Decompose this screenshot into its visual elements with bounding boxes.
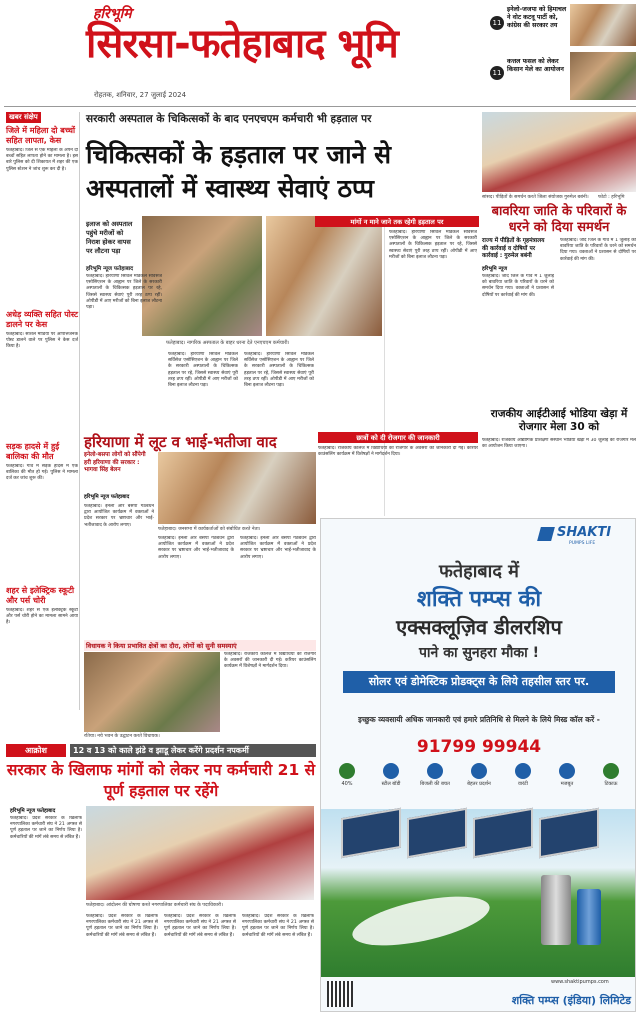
shakti-logo [539,525,627,549]
mla-photo [84,652,220,732]
haryana-photo-caption: फतेहाबाद। जनसभा में कार्यकर्ताओं को संबोधित करते नेता। [158,527,261,532]
ad-cta: इच्छुक व्यवसायी अधिक जानकारी एवं हमारे प्रतिनिधि से मिलने के लिये मिस्ड कॉल करें - [358,715,600,724]
news-brief-label: खबर संक्षेप [6,112,41,123]
bawariya-story [482,112,636,402]
strike-photo-caption: फतेहाबाद। आंदोलन की घोषणा करते नगरपालिका कर्मचारी संघ के पदाधिकारी। [86,903,223,908]
teaser-photo-1 [570,4,636,46]
strike-photo-caption: फतेहाबाद। नागरिक अस्पताल के बाहर धरना देते एनएचएम कर्मचारी। [166,340,290,346]
students-story [318,432,478,514]
strike-body-col2: फतेहाबाद। प्रदेश सरकार के खिलाफ नगरपालिका कर्मचारी संघ ने 21 अगस्त से पूर्ण हड़ताल पर जाने का निर्णय लिया है। कर्मचारियों की मांगें लंबे समय से लंबित हैं। [86,914,158,938]
strike-photo [86,806,314,900]
lead-kicker: सरकारी अस्पताल के चिकित्सकों के बाद एनएचएम कर्मचारी भी हड़ताल पर [86,113,372,125]
feature-icon [471,763,487,779]
ad-website[interactable]: www.shaktipumps.com [551,979,609,985]
haryana-body-block [84,452,316,638]
masthead-rule [4,106,636,107]
bottom-strike-story [6,744,316,1012]
feature-item [549,763,585,803]
demands-box-body: फतेहाबाद। हरियाणा सिविल मेडिकल सर्विसेज एसोसिएशन के आह्वान पर जिले के सरकारी अस्पतालों के चिकित्सक हड़ताल पर रहे, जिससे स्वास्थ्य सेवाएं पूरी तरह ठप्प रहीं। ओपीडी में आए मरीजों को बिना इलाज लौटना पड़ा। [389,230,477,260]
lead-byline: हरिभूमि न्यूज फतेहाबाद [86,266,134,272]
brief-body: फतेहाबाद। सोशल मीडिया पर आपत्तिजनक पोस्ट डालने वाले पर पुलिस ने केस दर्ज किया है। [6,332,78,350]
ad-line2: शक्ति पम्प्स की [416,587,542,612]
ad-line1: फतेहाबाद में [439,561,519,582]
feature-icon [383,763,399,779]
feature-item [505,763,541,803]
ad-qr-code [327,981,353,1007]
bawariya-byline: हरिभूमि न्यूज [482,266,508,272]
feature-label: बेहतर प्रदर्शन [467,781,491,787]
feature-icon [427,763,443,779]
haryana-headline: हरियाणा में लूट व भाई-भतीजा वाद [84,433,277,451]
students-label: छात्रों को दी रोजगार की जानकारी [318,432,478,443]
bawariya-photo [482,112,636,192]
feature-item [417,763,453,803]
feature-label: स्टील बॉडी [381,781,401,787]
ad-banner: सोलर एवं डोमेस्टिक प्रोडक्ट्स के लिये तहसील स्तर पर. [343,671,615,693]
job-fair-headline: राजकीय आईटीआई भोडिया खेड़ा में रोजगार मेला 30 को [490,408,628,433]
solar-panel [539,808,599,859]
haryana-body-col2: फतेहाबाद। इनेलो और बसपा गठबंधन द्वारा आयोजित कार्यक्रम में वक्ताओं ने प्रदेश सरकार पर भ्रष्टाचार और भाई-भतीजावाद के आरोप लगाए। [158,536,234,560]
feature-label: बिजली की बचत [420,781,450,787]
strike-body-col4: फतेहाबाद। प्रदेश सरकार के खिलाफ नगरपालिका कर्मचारी संघ ने 21 अगस्त से पूर्ण हड़ताल पर जाने का निर्णय लिया है। कर्मचारियों की मांगें लंबे समय से लंबित हैं। [242,914,314,938]
ad-line3: एक्सक्लूज़िव डीलरशिप [396,615,562,639]
feature-icon [603,763,619,779]
haryana-body-col1: फतेहाबाद। इनेलो और बसपा गठबंधन द्वारा आयोजित कार्यक्रम में वक्ताओं ने प्रदेश सरकार पर भ्रष्टाचार और भाई-भतीजावाद के आरोप लगाए। [84,504,154,528]
strike-photo [266,216,382,336]
feature-item [329,763,365,803]
teaser-text: कत्तल फसल को लेकर किसान मेले का आयोजन [507,58,564,73]
shakti-ad[interactable] [320,518,636,1012]
brand-tagline: हरिभूमि [93,6,132,22]
brief-headline: अधेड़ व्यक्ति सहित पोस्ट डालने पर केस [6,310,79,329]
pump-product [541,875,571,945]
haryana-body-col3: फतेहाबाद। इनेलो और बसपा गठबंधन द्वारा आयोजित कार्यक्रम में वक्ताओं ने प्रदेश सरकार पर भ्रष्टाचार और भाई-भतीजावाद के आरोप लगाए। [240,536,316,560]
pump-product [577,889,601,945]
mla-body: फतेहाबाद। राजकीय कालेज में विद्यार्थियों को रोजगार के अवसरों की जानकारी दी गई। करियर काउंसलिंग कार्यक्रम में विशेषज्ञों ने मार्गदर्शन दिया। [224,652,316,670]
lead-body-col1: फतेहाबाद। हरियाणा सिविल मेडिकल सर्विसेज एसोसिएशन के आह्वान पर जिले के सरकारी अस्पतालों के चिकित्सक हड़ताल पर रहे, जिससे स्वास्थ्य सेवाएं पूरी तरह ठप्प रहीं। ओपीडी में आए मरीजों को बिना इलाज लौटना पड़ा। [86,274,162,311]
news-brief-column [6,112,80,710]
bawariya-body-col2: फतेहाबाद। जींद जिले के गांव में 1 जुलाई को बावरिया जाति के परिवारों के धरने को समर्थन दिया गया। वक्ताओं ने प्रशासन से दोषियों पर कार्रवाई की मांग की। [560,238,636,262]
haryana-byline: हरिभूमि न्यूज फतेहाबाद [84,494,130,500]
lead-photo-caption: इलाज को अस्पताल पहुंचे मरीजों को निराश होकर वापस पर लौटना पड़ा [86,220,133,255]
strike-body-col3: फतेहाबाद। प्रदेश सरकार के खिलाफ नगरपालिका कर्मचारी संघ ने 21 अगस्त से पूर्ण हड़ताल पर जाने का निर्णय लिया है। कर्मचारियों की मांगें लंबे समय से लंबित हैं। [164,914,236,938]
haryana-photo [158,452,316,524]
mla-headline: विधायक ने किया प्रभावित क्षेत्रों का दौरा, लोगों को सुनी समस्याएं [84,640,316,651]
mla-story [84,640,316,742]
solar-panel [341,808,401,859]
shakti-brand: SHAKTI [557,525,612,540]
solar-panel [407,808,467,859]
feature-item [461,763,497,803]
students-body: फतेहाबाद। राजकीय कालेज में विद्यार्थियों को रोजगार के अवसरों की जानकारी दी गई। करियर काउंसलिंग कार्यक्रम में विशेषज्ञों ने मार्गदर्शन दिया। [318,446,478,458]
bawariya-photo-caption: सांसद। पीड़ितों के समर्थन करते जिला संयोजक गुरुमेल बबंनी। [482,195,589,200]
ad-features [329,763,629,803]
dateline: रोहतक, शनिवार, 27 जुलाई 2024 [94,91,187,99]
shakti-brand-sub: PUMPS LIFE [569,541,596,546]
teaser-1[interactable] [490,4,636,48]
feature-icon [515,763,531,779]
teaser-text: इनेलो-जजपा को हिमाचल ने वोट कटवू पार्टी को, कांग्रेस की सरकार तय [507,6,567,29]
solar-panel [473,808,533,859]
feature-item [373,763,409,803]
strike-tag: आक्रोश [6,744,66,757]
ad-phone[interactable]: 91799 99944 [416,737,542,757]
feature-label: 40% [341,781,353,787]
bawariya-body-col1: फतेहाबाद। जींद जिले के गांव में 1 जुलाई को बावरिया जाति के परिवारों के धरने को समर्थन दिया गया। वक्ताओं ने प्रशासन से दोषियों पर कार्रवाई की मांग की। [482,274,554,298]
bawariya-photo-credit: फोटो : हरिभूमि [598,195,625,200]
ad-footer: शक्ति पम्प्स (इंडिया) लिमिटेड [511,994,631,1007]
shakti-logo-mark [537,527,555,541]
teaser-photo-2 [570,52,636,100]
lead-body-col2: फतेहाबाद। हरियाणा सिविल मेडिकल सर्विसेज एसोसिएशन के आह्वान पर जिले के सरकारी अस्पतालों के चिकित्सक हड़ताल पर रहे, जिससे स्वास्थ्य सेवाएं पूरी तरह ठप्प रहीं। ओपीडी में आए मरीजों को बिना इलाज लौटना पड़ा। [168,352,238,389]
job-fair-body: फतेहाबाद। राजकीय औद्योगिक प्रशिक्षण संस्थान भोडिया खेड़ा में 30 जुलाई को रोजगार मेले का आयोजन किया जाएगा। [482,438,636,450]
masthead [0,0,640,108]
feature-label: वारंटी [518,781,528,787]
brief-headline: जिले में महिला दो बच्चों सहित लापता, केस [6,126,76,145]
strike-byline: हरिभूमि न्यूज फतेहाबाद [10,808,56,814]
lead-headline: चिकित्सकों के हड़ताल पर जाने से अस्पतालों में स्वास्थ्य सेवाएं ठप्प [86,140,392,203]
bawariya-subhead: राज्य में पीड़ितों के गृहमंत्रालय की कार्रवाई व दोषियों पर कार्रवाई : गुरुमेल बबंनी [482,238,545,259]
brief-headline: सड़क हादसे में हुई बालिका की मौत [6,442,60,461]
lead-body-col3: फतेहाबाद। हरियाणा सिविल मेडिकल सर्विसेज एसोसिएशन के आह्वान पर जिले के सरकारी अस्पतालों के चिकित्सक हड़ताल पर रहे, जिससे स्वास्थ्य सेवाएं पूरी तरह ठप्प रहीं। ओपीडी में आए मरीजों को बिना इलाज लौटना पड़ा। [244,352,314,389]
brief-body: फतेहाबाद। जिले से एक महिला के अपने दो बच्चों सहित लापता होने का मामला है। इस बारे पुलिस को दी शिकायत में शहर की एक पुलिस स्टेशन ने जांच शुरू कर दी है। [6,148,78,172]
teaser-page-badge: 11 [490,16,504,30]
mla-photo-caption: रतिया। नये भवन के उद्घाटन करते विधायक। [84,734,160,739]
ad-line4: पाने का सुनहरा मौका ! [418,645,539,661]
brief-body: फतेहाबाद। गांव में सड़क हादसे में एक बालिका की मौत हो गई। पुलिस ने मामला दर्ज कर जांच शुरू की। [6,464,78,482]
teaser-2[interactable] [490,52,636,100]
feature-label: टिकाऊ [604,781,618,787]
demands-box-label: मांगों न माने जाने तक रहेगी हड़ताल पर [315,216,479,227]
strike-kicker: 12 व 13 को काले झंडे व झाडू लेकर करेंगे प्रदर्शन नपकर्मी [70,744,316,757]
haryana-subhead: इनेलो-बसपा लोगों को सौंपेगी हरी हरियाणा की सरकार : भागवा सिंह बेलन [84,452,146,473]
feature-icon [559,763,575,779]
feature-item [593,763,629,803]
page-title: सिरसा-फतेहाबाद भूमि [86,21,398,67]
strike-headline: सरकार के खिलाफ मांगों को लेकर नप कर्मचारी 21 से पूर्ण हड़ताल पर रहेंगे [6,761,316,800]
bawariya-headline: बावरिया जाति के परिवारों के धरने को दिया समर्थन [491,204,627,235]
brief-headline: शहर से इलेक्ट्रिक स्कूटी और पर्स चोरी [6,586,75,605]
water-jet [348,887,493,955]
teaser-page-badge: 11 [490,66,504,80]
job-fair-story [482,408,636,518]
strike-body-col1: फतेहाबाद। प्रदेश सरकार के खिलाफ नगरपालिका कर्मचारी संघ ने 21 अगस्त से पूर्ण हड़ताल पर जाने का निर्णय लिया है। कर्मचारियों की मांगें लंबे समय से लंबित हैं। [10,816,82,840]
feature-label: मजबूत [560,781,574,787]
ad-farm-image [321,809,636,977]
brief-body: फतेहाबाद। शहर से एक इलेक्ट्रिक स्कूटी और पर्स चोरी होने का मामला सामने आया है। [6,608,78,626]
feature-icon [339,763,355,779]
